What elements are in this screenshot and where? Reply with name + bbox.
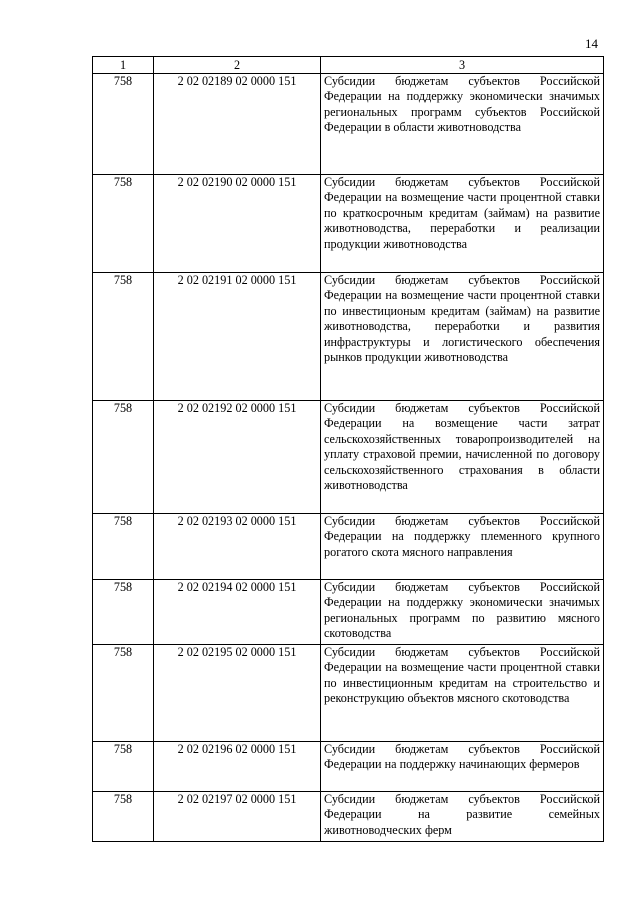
table-row bbox=[93, 74, 604, 175]
budget-code-cell: 2 02 02195 02 0000 151 bbox=[154, 645, 321, 742]
column-header-3: 3 bbox=[321, 57, 604, 74]
administrator-code-cell: 758 bbox=[93, 74, 154, 175]
budget-code-cell: 2 02 02193 02 0000 151 bbox=[154, 514, 321, 580]
administrator-code-cell: 758 bbox=[93, 645, 154, 742]
description-cell: Субсидии бюджетам субъектов Российской Федерации на возмещение части затрат сельскохозяйственных товаропроизводителей на уплату страховой премии, начисленной по договору сельскохозяйственного страхования в области животноводства bbox=[321, 401, 604, 514]
budget-classification-table bbox=[92, 56, 604, 842]
budget-code-cell: 2 02 02194 02 0000 151 bbox=[154, 580, 321, 645]
budget-code-cell: 2 02 02191 02 0000 151 bbox=[154, 273, 321, 401]
administrator-code-cell: 758 bbox=[93, 742, 154, 792]
budget-code-cell: 2 02 02192 02 0000 151 bbox=[154, 401, 321, 514]
description-cell: Субсидии бюджетам субъектов Российской Федерации на возмещение части процентной ставки по инвестиционым кредитам (займам) на развитие животноводства, переработки и развития инфраструктуры и логистического обеспечения рынков продукции животноводства bbox=[321, 273, 604, 401]
administrator-code-cell: 758 bbox=[93, 514, 154, 580]
administrator-code-cell: 758 bbox=[93, 175, 154, 273]
page-number: 14 bbox=[585, 36, 598, 51]
column-header-2: 2 bbox=[154, 57, 321, 74]
administrator-code-cell: 758 bbox=[93, 401, 154, 514]
description-cell: Субсидии бюджетам субъектов Российской Федерации на поддержку экономически значимых региональных программ субъектов Российской Федерации в области животноводства bbox=[321, 74, 604, 175]
table-row bbox=[93, 175, 604, 273]
administrator-code-cell: 758 bbox=[93, 273, 154, 401]
budget-code-cell: 2 02 02189 02 0000 151 bbox=[154, 74, 321, 175]
budget-code-cell: 2 02 02190 02 0000 151 bbox=[154, 175, 321, 273]
column-header-1: 1 bbox=[93, 57, 154, 74]
budget-code-cell: 2 02 02196 02 0000 151 bbox=[154, 742, 321, 792]
budget-code-cell: 2 02 02197 02 0000 151 bbox=[154, 792, 321, 842]
table-header-row bbox=[93, 57, 604, 74]
table-row bbox=[93, 514, 604, 580]
table-row bbox=[93, 580, 604, 645]
description-cell: Субсидии бюджетам субъектов Российской Федерации на поддержку начинающих фермеров bbox=[321, 742, 604, 792]
description-cell: Субсидии бюджетам субъектов Российской Федерации на развитие семейных животноводческих ферм bbox=[321, 792, 604, 842]
table-row bbox=[93, 645, 604, 742]
administrator-code-cell: 758 bbox=[93, 580, 154, 645]
description-cell: Субсидии бюджетам субъектов Российской Федерации на возмещение части процентной ставки по краткосрочным кредитам (займам) на развитие животноводства, переработки и реализации продукции животноводства bbox=[321, 175, 604, 273]
table-row bbox=[93, 273, 604, 401]
description-cell: Субсидии бюджетам субъектов Российской Федерации на поддержку племенного крупного рогатого скота мясного направления bbox=[321, 514, 604, 580]
description-cell: Субсидии бюджетам субъектов Российской Федерации на поддержку экономически значимых региональных программ по развитию мясного скотоводства bbox=[321, 580, 604, 645]
administrator-code-cell: 758 bbox=[93, 792, 154, 842]
description-cell: Субсидии бюджетам субъектов Российской Федерации на возмещение части процентной ставки по инвестиционным кредитам на строительство и реконструкцию объектов мясного скотоводства bbox=[321, 645, 604, 742]
table-row bbox=[93, 792, 604, 842]
table-row bbox=[93, 742, 604, 792]
table-row bbox=[93, 401, 604, 514]
